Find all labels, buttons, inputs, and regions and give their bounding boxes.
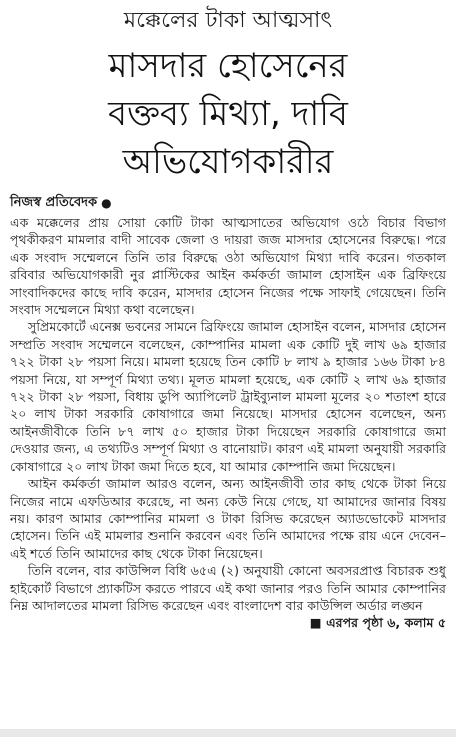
byline-text: নিজস্ব প্রতিবেদক xyxy=(10,195,98,210)
headline-line-2: বক্তব্য মিথ্যা, দাবি xyxy=(108,94,348,134)
paragraph-1: এক মক্কেলের প্রায় সোয়া কোটি টাকা আত্মসাতের অভিযোগ ওঠে বিচার বিভাগ পৃথকীকরণ মামলার বাদী সাবেক জেলা ও দায়রা জজ মাসদার হোসেনের বিরুদ্ধে। পরে এক সংবাদ সম্মেলনে তিনি তার বিরুদ্ধে ওঠা অভিযোগ মিথ্যা দাবি করেন। গতকাল রবিবার অভিযোগকারী নুর প্লাস্টিকের আইন কর্মকর্তা জামাল হোসাইন এক ব্রিফিংয়ে সাংবাদিকদের কাছে দাবি করেন, মাসদার হোসেন নিজের পক্ষে সাফাই গেয়েছেন। তিনি সংবাদ সম্মেলনে মিথ্যা কথা বলেছেন। xyxy=(10,215,446,318)
headline-line-1: মাসদার হোসেনের xyxy=(108,46,348,86)
kicker: মক্কেলের টাকা আত্মসাৎ xyxy=(123,8,333,33)
bottom-rule xyxy=(0,729,456,737)
bullet-icon: ● xyxy=(101,196,112,210)
paragraph-4: তিনি বলেন, বার কাউন্সিল বিধি ৬৫এ (২) অনুযায়ী কোনো অবসরপ্রাপ্ত বিচারক শুধু হাইকোর্ট বিভাগে প্র্যাকটিস করতে পারবে এই কথা জানার পরও তিনি আমার কোম্পানির নিম্ন আদালতের মামলা রিসিভ করেছেন এবং বাংলাদেশ বার কাউন্সিল অর্ডার লঙ্ঘন xyxy=(10,563,446,613)
byline xyxy=(10,194,446,212)
paragraph-3: আইন কর্মকর্তা জামাল আরও বলেন, অন্য আইনজীবী তার কাছ থেকে টাকা নিয়ে নিজের নামে এফডিআর করেছে, না অন্য কেউ নিয়ে গেছে, যা আমাদের জানার বিষয় নয়। কারণ আমার কোম্পানির মামলা ও টাকা রিসিভ করেছেন অ্যাডভোকেট মাসদার হোসেন। তিনি এই মামলার শুনানি করবেন এবং তিনি আমাদের পক্ষে রায় এনে দেবেন– এই শর্তে তিনি আমাদের কাছ থেকে টাকা নিয়েছেন। xyxy=(10,476,446,561)
paragraph-2: সুপ্রিমকোর্টে এনেক্স ভবনের সামনে ব্রিফিংয়ে জামাল হোসাইন বলেন, মাসদার হোসেন সম্প্রতি সংবাদ সম্মেলনে বলেছেন, কোম্পানির মামলা এক কোটি দুই লাখ ৬৯ হাজার ৭২২ টাকা ২৮ পয়সা নিয়ে। মামলা হয়েছে তিন কোটি ৮ লাখ ৯ হাজার ১৬৬ টাকা ৮৪ পয়সা নিয়ে, যা সম্পূর্ণ মিথ্যা তথ্য। মূলত মামলা হয়েছে, এক কোটি ২ লাখ ৬৯ হাজার ৭২২ টাকা ২৮ পয়সা, বিধায় ডুপি অ্যাপিলেট ট্রাইব্যুনাল মামলা মূলের ২০ শতাংশ হারে ২০ লাখ টাকা সরকারি কোষাগারে জমা নিয়েছে। মাসদার হোসেন বলেছেন, অন্য আইনজীবীকে তিনি ৮৭ লাখ ৫০ হাজার টাকা দিয়েছেন সরকারি কোষাগারে জমা দেওয়ার জন্য, এ তথ্যটিও সম্পূর্ণ মিথ্যা ও বানোয়াট। কারণ এই মামলা অনুযায়ী সরকারি কোষাগারে ২০ লাখ টাকা জমা দিতে হবে, যা আমার কোম্পানি জমা দিয়েছেন। xyxy=(10,319,446,474)
headline xyxy=(10,42,446,186)
jump-text: এরপর পৃষ্ঠা ৬, কলাম ৫ xyxy=(326,615,446,631)
jump-line xyxy=(10,614,446,631)
headline-line-3: অভিযোগকারীর xyxy=(122,142,334,182)
jump-square-icon: ■ xyxy=(309,615,327,631)
